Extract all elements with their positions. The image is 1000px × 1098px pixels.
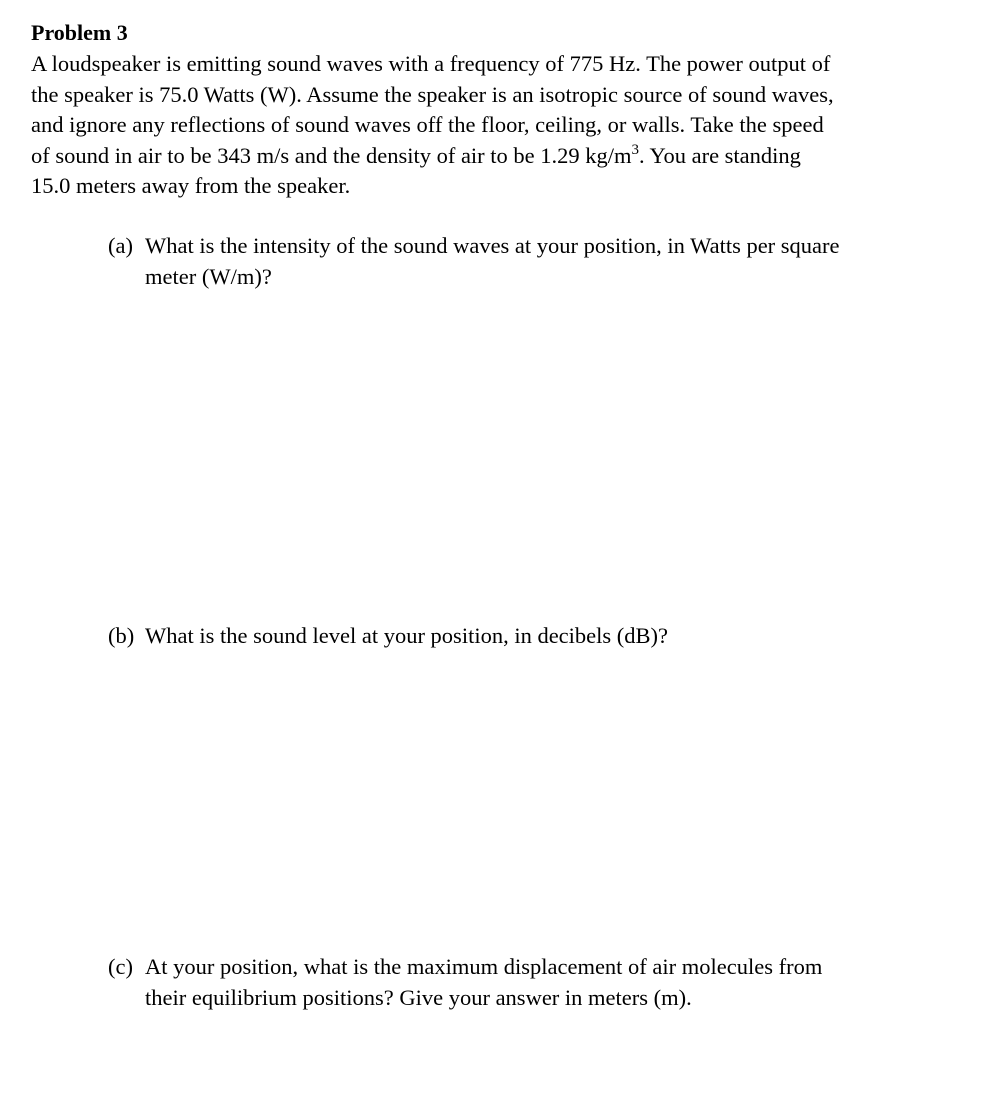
standing-text: . You are standing: [639, 142, 801, 168]
question-b-text: [145, 621, 908, 652]
question-line: meter (W/m)?: [145, 263, 272, 289]
statement-line: 15.0 meters away from the speaker.: [31, 173, 351, 198]
question-a-label: (a): [108, 233, 133, 258]
question-line: their equilibrium positions? Give your answer in meters (m).: [145, 984, 692, 1010]
question-b-label: (b): [108, 623, 135, 648]
question-c-label: (c): [108, 954, 133, 979]
statement-line: the speaker is 75.0 Watts (W). Assume the speaker is an isotropic source of sound waves,: [31, 81, 834, 107]
density-text: of sound in air to be 343 m/s and the density of air to be 1.29 kg/m: [31, 142, 632, 168]
statement-line: and ignore any reflections of sound waves off the floor, ceiling, or walls. Take the speed: [31, 112, 824, 137]
question-c: [108, 952, 908, 1013]
problem-statement: [31, 49, 931, 202]
question-c-text: [145, 952, 908, 1013]
question-a: [108, 231, 908, 292]
question-line: What is the sound level at your position, in decibels (dB)?: [145, 623, 669, 648]
question-line: What is the intensity of the sound waves at your position, in Watts per square: [145, 233, 840, 258]
question-line: At your position, what is the maximum displacement of air molecules from: [145, 954, 823, 979]
statement-line: A loudspeaker is emitting sound waves with a frequency of 775 Hz. The power output of: [31, 51, 831, 76]
problem-title: Problem 3: [31, 20, 128, 45]
statement-line: [31, 141, 931, 172]
question-a-text: [145, 231, 908, 292]
question-b: [108, 621, 908, 652]
exponent: 3: [631, 141, 640, 158]
